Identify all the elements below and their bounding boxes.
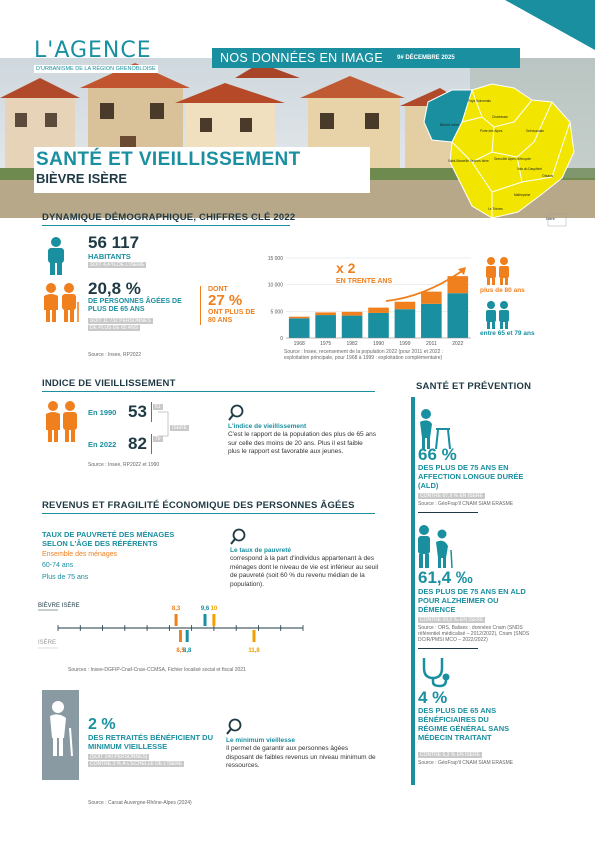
aging-source: Source : Insee, RP2022 et 1990 bbox=[88, 462, 160, 468]
banner bbox=[212, 48, 520, 68]
seniors-note-2: DE PLUS DE 65 ANS bbox=[90, 325, 139, 331]
income-legend-6074: 60-74 ans bbox=[42, 562, 74, 569]
corner-triangle bbox=[505, 0, 595, 50]
x-tick-label: 2011 bbox=[425, 341, 437, 347]
map-label-4: Grésivaudan bbox=[526, 129, 545, 133]
income-source: Sources : Insee-DGFIP-Cnaf-Cnav-CCMSA, Fichier localisé social et fiscal 2021 bbox=[68, 667, 246, 673]
income-def-title: Le taux de pauvreté bbox=[230, 547, 292, 554]
logo-prefix: L' bbox=[34, 38, 55, 63]
chart-source-2: exploitation principale, pour 1968 à 1999 : exploitation complémentaire) bbox=[284, 355, 443, 361]
y-tick-label: 15 000 bbox=[267, 256, 283, 262]
aging-rule bbox=[42, 391, 375, 392]
bar-orange bbox=[342, 312, 363, 316]
helper-icon bbox=[414, 524, 454, 570]
map-label-0: Bièvre Isère bbox=[440, 123, 460, 127]
retire-label: DES RETRAITÉS BÉNÉFICIENT DU MINIMUM VIEILLESSE bbox=[88, 733, 214, 751]
bar-teal bbox=[342, 316, 363, 338]
income-row-isere: ISÈRE bbox=[38, 640, 57, 646]
alz-note: CONTRE 59,0 ‰ EN ISÈRE bbox=[420, 617, 484, 623]
map-label-5: Le Trièves bbox=[488, 207, 503, 211]
dont-caption: ONT PLUS DE 80 ANS bbox=[208, 309, 256, 324]
aging-def-text: C'est le rapport de la population des plus de 65 ans sur celle des moins de 20 ans. Plus il est faible plus le rapport est favorable aux jeunes. bbox=[228, 431, 376, 455]
habitants-note: SOIT 4,4 % DE L'ISÈRE bbox=[90, 262, 145, 268]
page-subtitle: BIÈVRE ISÈRE bbox=[36, 171, 128, 186]
ald-divider bbox=[418, 512, 478, 513]
page-title: SANTÉ ET VIEILLISSEMENT bbox=[36, 149, 301, 170]
legend-80-icon bbox=[482, 256, 512, 286]
banner-issue: 9# DÉCEMBRE 2025 bbox=[396, 55, 455, 61]
legend-65-icon bbox=[482, 300, 512, 330]
bar-orange bbox=[289, 317, 310, 319]
alz-value: 61,4 ‰ bbox=[418, 568, 473, 587]
stethoscope-icon bbox=[418, 656, 452, 688]
doc-value: 4 % bbox=[418, 688, 448, 707]
dont-value: 27 % bbox=[208, 292, 243, 309]
retire-note-1: (SOIT 240 PERSONNES) bbox=[90, 754, 148, 760]
elderly-couple-icon bbox=[40, 282, 80, 324]
x2-caption: EN TRENTE ANS bbox=[336, 278, 393, 285]
elderly-cane-icon bbox=[44, 700, 78, 760]
bar-teal bbox=[368, 313, 389, 338]
x-tick-label: 1982 bbox=[346, 341, 358, 347]
retire-def-title: Le minimum vieillesse bbox=[226, 737, 296, 744]
map-label-6: Oisans bbox=[542, 174, 554, 178]
aging-isere-label: ISÈRE bbox=[172, 425, 188, 431]
income-legend-all: Ensemble des ménages bbox=[42, 551, 118, 558]
ald-note: CONTRE 67,9 % EN ISÈRE bbox=[420, 493, 483, 499]
poverty-chart bbox=[38, 598, 308, 658]
dont-box bbox=[200, 286, 258, 325]
x-tick-label: 1990 bbox=[372, 341, 385, 347]
magnifier-icon-3 bbox=[226, 718, 242, 736]
map-label-10: Vals du Dauphiné bbox=[517, 167, 542, 171]
demo-section-title: DYNAMIQUE DÉMOGRAPHIQUE, CHIFFRES CLÉ 2022 bbox=[42, 212, 296, 223]
elderly-icon bbox=[42, 400, 80, 444]
aging-1990-label: En 1990 bbox=[88, 408, 117, 417]
x-tick-label: 1975 bbox=[320, 341, 332, 347]
walker-icon bbox=[414, 408, 454, 450]
map-label-9: Chartreuse bbox=[492, 115, 508, 119]
income-legend-75: Plus de 75 ans bbox=[42, 574, 89, 581]
alz-divider bbox=[418, 648, 478, 649]
habitants-value: 56 117 bbox=[88, 233, 140, 252]
x-tick-label: 1968 bbox=[293, 341, 305, 347]
magnifier-icon-2 bbox=[230, 528, 246, 546]
demo-source: Source : Insee, RP2022 bbox=[88, 352, 142, 358]
map-label-3: Saint-Marcellin Vercors Isère bbox=[448, 159, 489, 163]
retire-def-text: Il permet de garantir aux personnes âgées disposant de faibles revenus un niveau minimum de ressources. bbox=[226, 745, 376, 769]
map-label-2: Grenoble Alpes Métropole bbox=[494, 157, 531, 161]
isere-map bbox=[422, 82, 582, 232]
doc-note: CONTRE 6,3 % EN ISÈRE bbox=[420, 752, 481, 758]
isere-value: 11,8 bbox=[248, 648, 260, 654]
bar-orange bbox=[368, 308, 389, 313]
logo-tagline: D'URBANISME DE LA RÉGION GRENOBLOISE bbox=[36, 66, 156, 72]
alz-source: Source : ORS, Balises : données Cnam (SNDS référentiel médicalisé – 2012/2022), Cnam (SNDS DCIR/PMSI MCO – 2022/2022) bbox=[418, 625, 530, 643]
y-tick-label: 5 000 bbox=[270, 309, 283, 316]
income-rule bbox=[42, 513, 375, 514]
magnifier-icon bbox=[228, 404, 244, 422]
dont-label: DONT bbox=[208, 286, 228, 293]
doc-source: Source : GéoFrap'il CNAM SIAM ERASME bbox=[418, 760, 514, 766]
doc-label: DES PLUS DE 65 ANS BÉNÉFICIAIRES DU RÉGIME GÉNÉRAL SANS MÉDECIN TRAITANT bbox=[418, 706, 510, 742]
retire-source: Source : Carsat Auvergne-Rhône-Alpes (2024) bbox=[88, 800, 192, 806]
chart-source-1: Source : Insee, recensement de la population 2022 (pour 2011 et 2022 : bbox=[284, 349, 444, 355]
aging-2022-label: En 2022 bbox=[88, 440, 117, 449]
health-section-title: SANTÉ ET PRÉVENTION bbox=[416, 381, 532, 392]
bievre-value: 10 bbox=[210, 606, 218, 612]
logo-main: AGENCE bbox=[54, 38, 152, 63]
logo bbox=[34, 38, 152, 63]
map-label-1: Porte des Alpes bbox=[480, 129, 503, 133]
aging-1990-isere: 51 bbox=[155, 404, 161, 410]
banner-title: NOS DONNÉES EN IMAGE bbox=[220, 51, 383, 65]
aging-2022-isere: 79 bbox=[155, 436, 161, 442]
map-label-8: Pays Voironnais bbox=[468, 99, 491, 103]
legend-80-label: plus de 80 ans bbox=[480, 287, 525, 294]
map-label-7: Matheysine bbox=[514, 193, 531, 197]
aging-2022-value: 82 bbox=[128, 434, 152, 454]
bar-teal bbox=[421, 304, 442, 338]
aging-1990-value: 53 bbox=[128, 402, 152, 422]
map-label-11: Isère bbox=[546, 216, 555, 221]
retire-value: 2 % bbox=[88, 716, 116, 733]
health-panel-border bbox=[411, 397, 415, 785]
legend-65-label: entre 65 et 79 ans bbox=[480, 330, 535, 337]
trend-arrow bbox=[384, 265, 468, 305]
bar-orange bbox=[315, 312, 336, 315]
bar-teal bbox=[289, 318, 310, 338]
bar-teal bbox=[395, 309, 416, 338]
income-rate-title: TAUX DE PAUVRETÉ DES MÉNAGES SELON L'ÂGE DES RÉFÉRENTS bbox=[42, 530, 175, 548]
bievre-value: 8,3 bbox=[171, 606, 181, 612]
isere-value: 8,5 bbox=[176, 648, 185, 654]
seniors-value: 20,8 % bbox=[88, 279, 141, 298]
x2-value: x 2 bbox=[336, 260, 356, 276]
y-tick-label: 10 000 bbox=[267, 282, 283, 289]
title-box bbox=[34, 147, 370, 193]
ald-value: 66 % bbox=[418, 445, 457, 464]
bievre-value: 9,6 bbox=[200, 606, 210, 612]
ald-label: DES PLUS DE 75 ANS EN AFFECTION LONGUE DURÉE (ALD) bbox=[418, 463, 524, 490]
seniors-note-1: SOIT 11 732 PERSONNES bbox=[90, 318, 151, 324]
seniors-label: DE PERSONNES ÂGÉES DE PLUS DE 65 ANS bbox=[88, 298, 182, 313]
x-tick-label: 1999 bbox=[399, 341, 411, 347]
income-section-title: REVENUS ET FRAGILITÉ ÉCONOMIQUE DES PERSONNES ÂGÉES bbox=[42, 500, 355, 511]
aging-section-title: INDICE DE VIEILLISSEMENT bbox=[42, 378, 176, 389]
aging-def-title: L'indice de vieillissement bbox=[228, 423, 307, 430]
alz-label: DES PLUS DE 75 ANS EN ALD POUR ALZHEIMER OU DÉMENCE bbox=[418, 587, 526, 614]
retire-note-2: CONTRE 3 % À L'ÉCHELLE DE L'ISÈRE bbox=[90, 761, 183, 767]
ald-source: Source : GéoFrap'il CNAM SIAM ERASME bbox=[418, 501, 514, 507]
income-def-text: correspond à la part d'individus appartenant à des ménages dont le niveau de vie est inférieur au seuil de pauvreté (soit 60 % du revenu médian de la population). bbox=[230, 555, 379, 588]
y-tick-label: 0 bbox=[280, 336, 283, 342]
habitants-label: HABITANTS bbox=[88, 252, 131, 261]
x-tick-label: 2022 bbox=[452, 341, 464, 347]
income-row-bievre: BIÈVRE ISÈRE bbox=[38, 603, 80, 609]
demo-rule bbox=[42, 225, 290, 226]
bar-teal bbox=[315, 315, 336, 338]
isere-value: 8,8 bbox=[183, 648, 192, 654]
person-icon bbox=[42, 236, 70, 276]
